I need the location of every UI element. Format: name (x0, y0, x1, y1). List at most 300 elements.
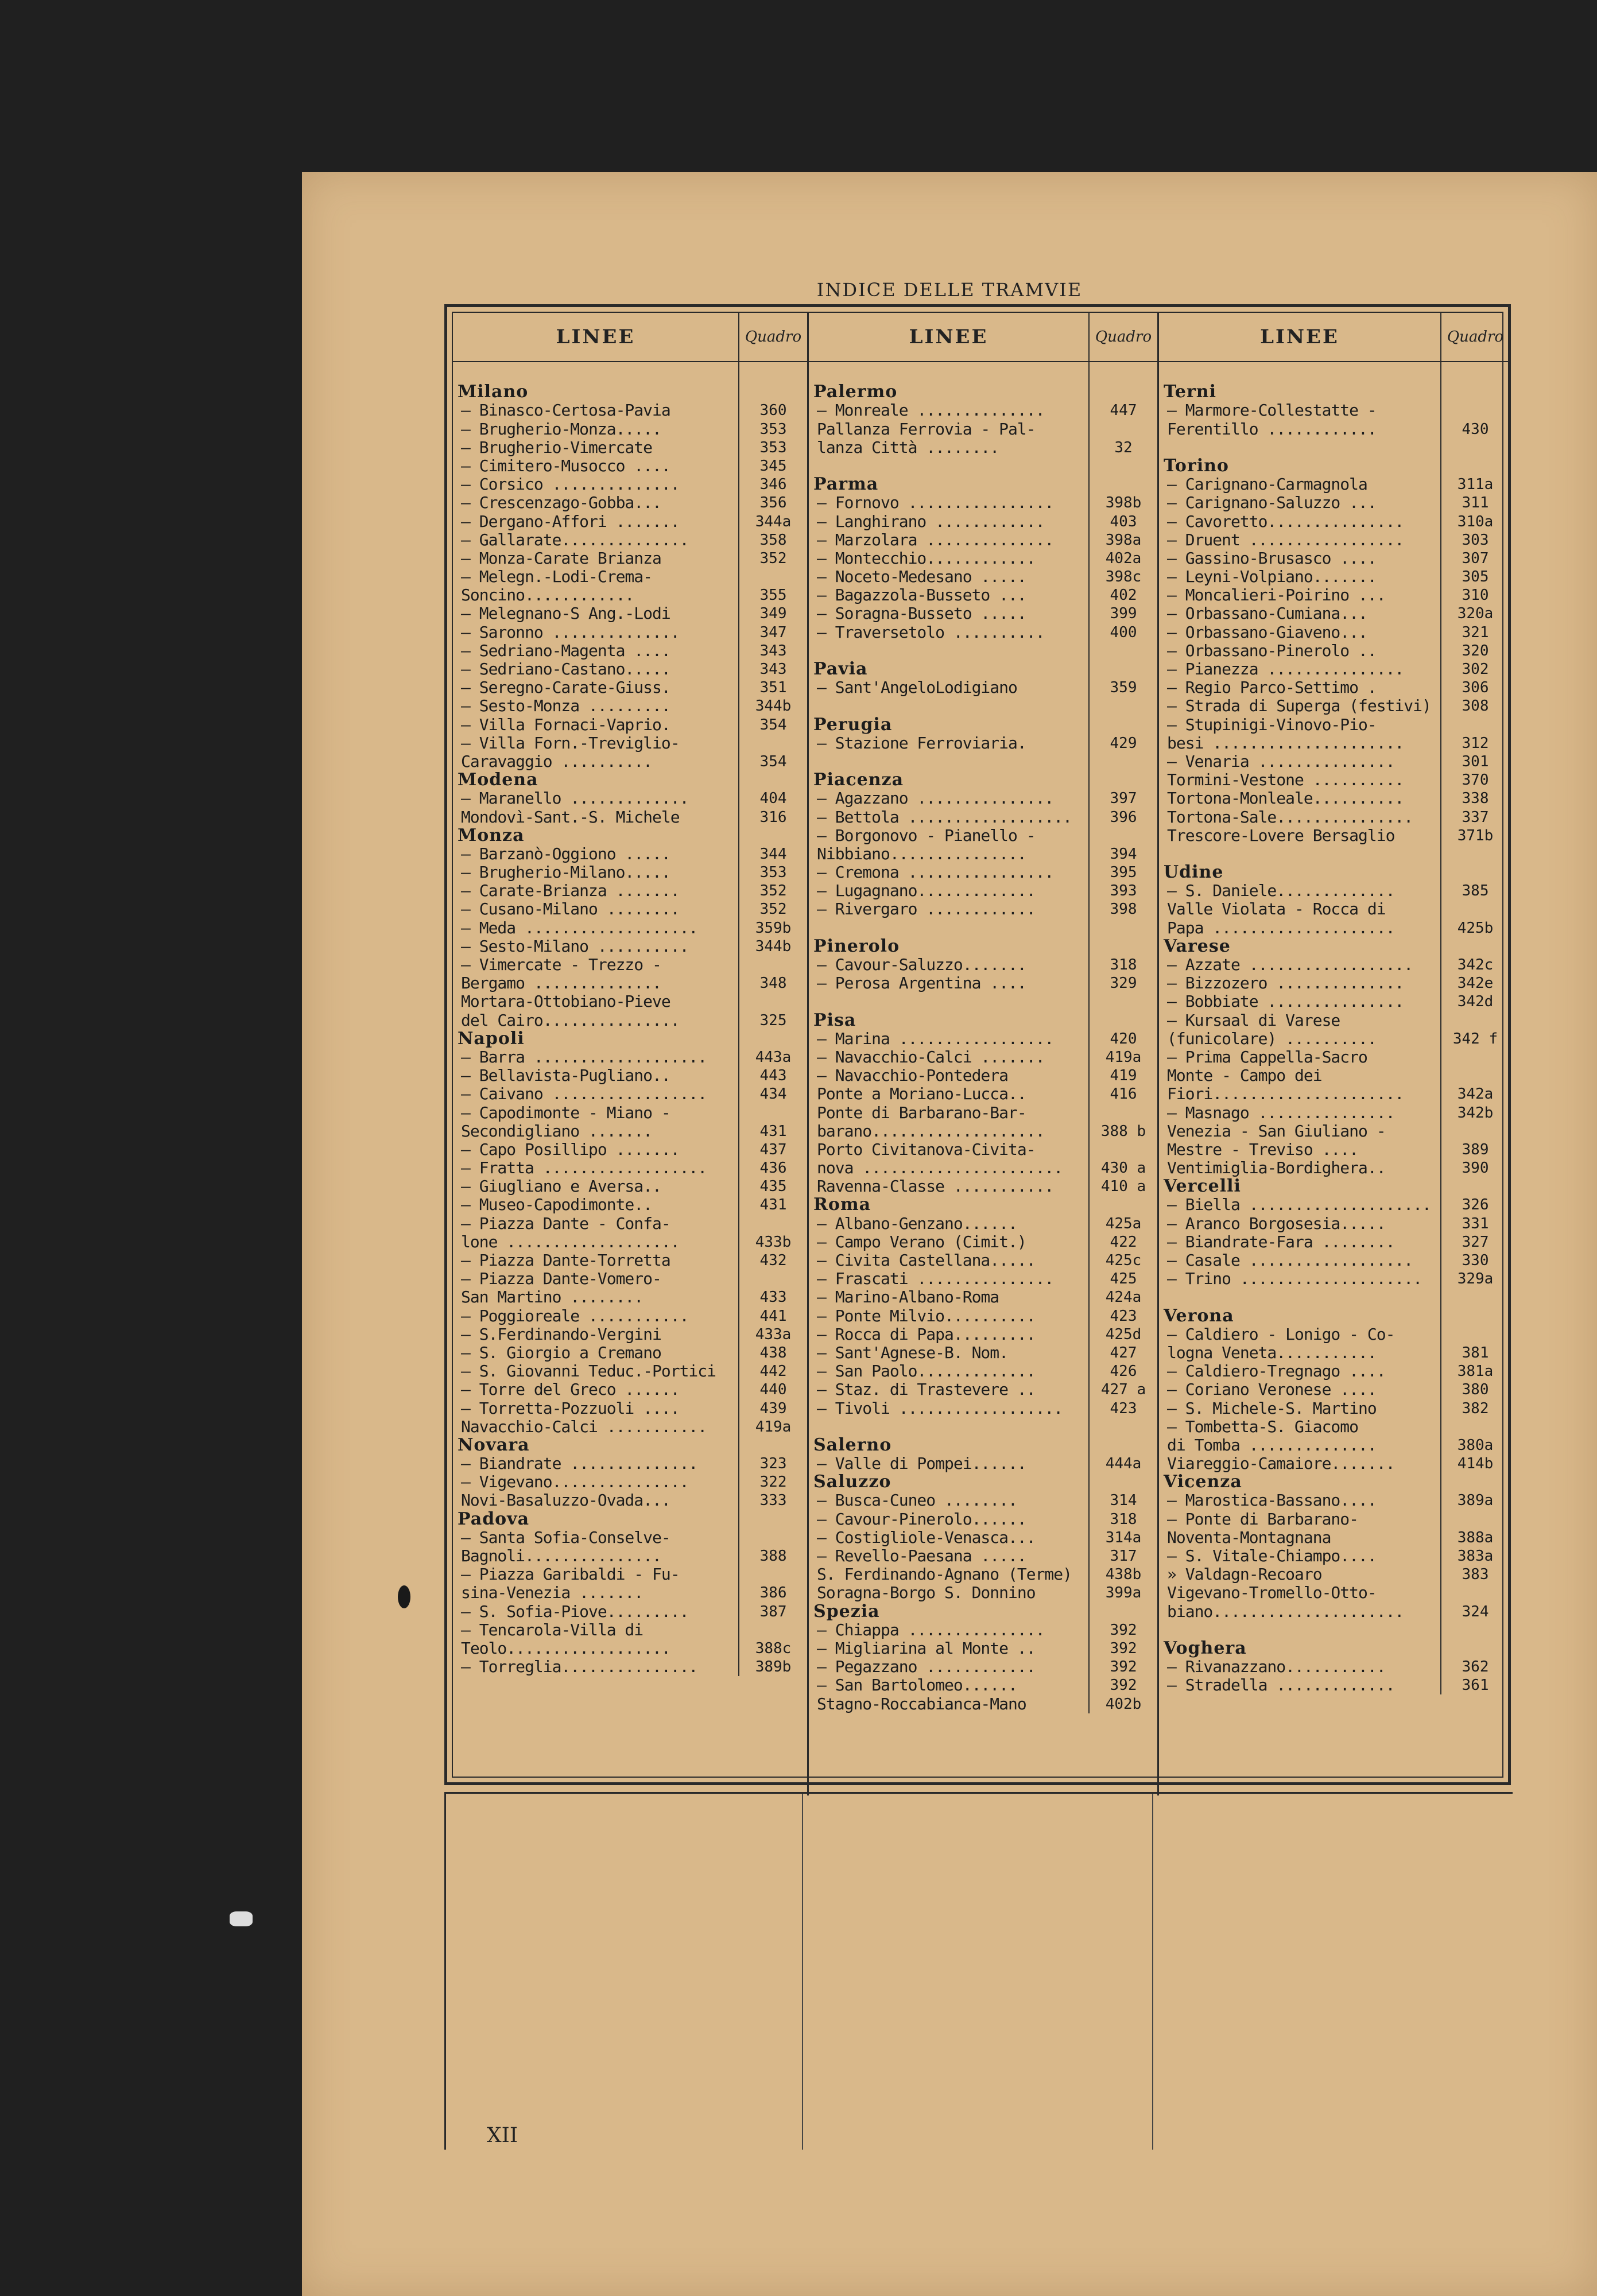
table-row (453, 900, 807, 918)
city-heading-row (809, 771, 1157, 789)
table-row (809, 1529, 1157, 1547)
line-name: — Trino .................... (1167, 1270, 1422, 1289)
line-name: sina-Venezia ....... (461, 1584, 644, 1603)
table-row (453, 1584, 807, 1602)
table-row (809, 1694, 1157, 1713)
quadro-number: 314a (1105, 1529, 1142, 1546)
table-row (453, 1270, 807, 1288)
table-row (453, 1177, 807, 1196)
line-name: » Valdagn-Recoaro (1167, 1565, 1322, 1584)
quadro-number: 312 (1462, 734, 1489, 752)
line-name: San Martino ........ (461, 1288, 644, 1307)
line-name: — Melegn.-Lodi-Crema- (461, 568, 653, 587)
quadro-number: 444a (1105, 1455, 1142, 1473)
line-name: Tortona-Sale............... (1167, 808, 1413, 827)
line-name: — Bobbiate ............... (1167, 992, 1404, 1011)
line-name: — Vigevano............... (461, 1473, 689, 1492)
line-name: — Piazza Dante - Confa- (461, 1214, 670, 1233)
table-row (809, 678, 1157, 697)
quadro-number: 344b (755, 697, 792, 715)
line-name: Tormini-Vestone .......... (1167, 771, 1404, 790)
table-row (453, 604, 807, 623)
table-row (1159, 1565, 1509, 1584)
line-name: Ferentillo ............ (1167, 420, 1377, 439)
line-name: — Tivoli .................. (817, 1399, 1063, 1418)
table-row (809, 900, 1157, 918)
quadro-number: 347 (759, 623, 787, 641)
city-name: Palermo (813, 383, 898, 402)
quadro-number: 390 (1462, 1159, 1489, 1177)
line-name: — S. Daniele............. (1167, 882, 1395, 901)
table-row (453, 678, 807, 697)
city-name: Verona (1164, 1306, 1234, 1325)
line-name: — Bellavista-Pugliano.. (461, 1066, 670, 1085)
quadro-number: 420 (1110, 1030, 1137, 1048)
table-row (1159, 1676, 1509, 1694)
line-name: — S. Giorgio a Cremano (461, 1343, 661, 1362)
quadro-number: 438 (759, 1344, 787, 1362)
city-heading-row (1159, 937, 1509, 956)
quadro-number: 430 a (1100, 1159, 1146, 1177)
table-row (1159, 1325, 1509, 1344)
quadro-number: 392 (1110, 1621, 1137, 1639)
table-row (1159, 882, 1509, 900)
table-row (809, 1584, 1157, 1602)
table-row (453, 660, 807, 678)
table-row (453, 568, 807, 586)
line-name: — Ponte Milvio.......... (817, 1306, 1036, 1325)
table-column-3 (1159, 313, 1509, 1795)
table-row (453, 401, 807, 420)
city-heading-row (453, 827, 807, 845)
line-name: — Pianezza ............... (1167, 660, 1404, 678)
line-name: Nibbiano............... (817, 844, 1026, 863)
table-row (809, 734, 1157, 753)
table-row (809, 568, 1157, 586)
table-row (1159, 1122, 1509, 1141)
table-row (453, 956, 807, 974)
table-row (453, 1196, 807, 1214)
table-row (453, 1473, 807, 1491)
line-name: del Cairo............... (461, 1011, 680, 1030)
table-row (1159, 512, 1509, 530)
quadro-number: 419 (1110, 1067, 1137, 1085)
quadro-number: 385 (1462, 882, 1489, 900)
table-row (453, 642, 807, 660)
quadro-number: 393 (1110, 882, 1137, 900)
blank-lower-grid (444, 1792, 1513, 2150)
quadro-number: 362 (1462, 1658, 1489, 1676)
city-name: Saluzzo (813, 1473, 891, 1492)
header-lines: LINEE (1260, 325, 1339, 348)
header-quadro: Quadro (738, 313, 807, 361)
table-row (453, 1048, 807, 1066)
line-name: — Torre del Greco ...... (461, 1380, 680, 1399)
table-row (1159, 1399, 1509, 1417)
table-row (1159, 1621, 1509, 1639)
quadro-number: 397 (1110, 790, 1137, 808)
line-name: Ponte di Barbarano-Bar- (817, 1103, 1026, 1122)
header-lines: LINEE (556, 325, 635, 348)
city-heading-row (1159, 1177, 1509, 1196)
line-name: Vigevano-Tromello-Otto- (1167, 1584, 1377, 1603)
line-name: — Saronno .............. (461, 623, 680, 642)
quadro-number: 404 (759, 790, 787, 808)
table-row (1159, 439, 1509, 457)
line-name: lone ................... (461, 1232, 680, 1251)
table-row (453, 1306, 807, 1325)
table-row (453, 494, 807, 512)
line-name: — Brugherio-Monza..... (461, 420, 661, 439)
line-name: — Carignano-Carmagnola (1167, 475, 1367, 494)
header-quadro: Quadro (1440, 313, 1509, 361)
quadro-number: 344 (759, 845, 787, 863)
table-row (809, 1510, 1157, 1528)
line-name: — Sant'AngeloLodigiano (817, 678, 1017, 697)
line-name: Navacchio-Calci ........... (461, 1417, 707, 1436)
line-name: (funicolare) .......... (1167, 1029, 1377, 1048)
table-row (809, 1565, 1157, 1584)
table-row (1159, 753, 1509, 771)
table-row (1159, 401, 1509, 420)
line-name: — Chiappa ............... (817, 1620, 1045, 1639)
table-row (1159, 1048, 1509, 1066)
table-row (809, 1344, 1157, 1362)
line-name: Ponte a Moriano-Lucca.. (817, 1085, 1026, 1104)
header-quadro: Quadro (1088, 313, 1157, 361)
column-header (453, 313, 807, 362)
line-name: — Albano-Genzano...... (817, 1214, 1017, 1233)
line-name: — Moncalieri-Poirino ... (1167, 586, 1386, 605)
quadro-number: 330 (1462, 1252, 1489, 1269)
table-row (453, 1547, 807, 1565)
table-column-1 (453, 313, 809, 1795)
table-row (809, 845, 1157, 863)
line-name: — Piazza Dante-Vomero- (461, 1270, 661, 1289)
line-name: — Sesto-Milano .......... (461, 937, 689, 956)
line-name: S. Ferdinando-Agnano (Terme) (817, 1565, 1072, 1584)
quadro-number: 395 (1110, 864, 1137, 882)
line-name: — Binasco-Certosa-Pavia (461, 401, 670, 420)
line-name: — Prima Cappella-Sacro (1167, 1048, 1367, 1066)
table-row (1159, 1362, 1509, 1380)
table-row (453, 1602, 807, 1620)
city-heading-row (809, 1011, 1157, 1029)
line-name: Soragna-Borgo S. Donnino (817, 1584, 1036, 1603)
quadro-number: 324 (1462, 1603, 1489, 1620)
line-name: — Biandrate-Fara ........ (1167, 1232, 1395, 1251)
line-name: — Giugliano e Aversa.. (461, 1177, 661, 1196)
line-name: — Busca-Cuneo ........ (817, 1491, 1017, 1510)
line-name: — Brugherio-Milano..... (461, 863, 670, 882)
line-name: — Monreale .............. (817, 401, 1045, 420)
quadro-number: 344a (755, 513, 792, 530)
quadro-number: 337 (1462, 808, 1489, 826)
city-heading-row (453, 1030, 807, 1048)
line-name: Venezia - San Giuliano - (1167, 1122, 1386, 1141)
table-row (1159, 623, 1509, 641)
table-row (1159, 697, 1509, 715)
quadro-number: 318 (1110, 956, 1137, 974)
quadro-number: 410 a (1100, 1178, 1146, 1196)
line-name: — Noceto-Medesano ..... (817, 568, 1026, 587)
line-name: — Cavoretto............... (1167, 512, 1404, 531)
quadro-number: 353 (759, 420, 787, 438)
line-name: — Capo Posillipo ....... (461, 1140, 680, 1159)
quadro-number: 383 (1462, 1566, 1489, 1584)
quadro-number: 425b (1457, 919, 1494, 937)
quadro-number: 338 (1462, 790, 1489, 808)
city-heading-row (809, 1602, 1157, 1620)
line-name: — Cremona ................ (817, 863, 1054, 882)
line-name: — Caivano ................. (461, 1085, 707, 1104)
line-name: — Pegazzano ............ (817, 1658, 1036, 1677)
line-name: lanza Città ........ (817, 438, 999, 457)
quadro-number: 380a (1457, 1436, 1494, 1454)
table-row (453, 1529, 807, 1547)
quadro-number: 439 (759, 1399, 787, 1417)
quadro-number: 301 (1462, 753, 1489, 770)
line-name: — Carignano-Saluzzo ... (1167, 494, 1377, 513)
quadro-number: 396 (1110, 808, 1137, 826)
line-name: — Navacchio-Calci ....... (817, 1048, 1045, 1066)
quadro-number: 329a (1457, 1270, 1494, 1288)
table-row (453, 1344, 807, 1362)
quadro-number: 419a (1105, 1048, 1142, 1066)
table-row (453, 1658, 807, 1676)
table-row (809, 1177, 1157, 1196)
line-name: — Sedriano-Magenta .... (461, 641, 670, 660)
line-name: — Corsico .............. (461, 475, 680, 494)
column-header (809, 313, 1157, 362)
quadro-number: 342e (1457, 975, 1494, 992)
line-name: — Staz. di Trastevere .. (817, 1380, 1036, 1399)
line-name: — Leyni-Volpiano....... (1167, 568, 1377, 587)
line-name: Ventimiglia-Bordighera.. (1167, 1159, 1386, 1178)
table-row (809, 1639, 1157, 1658)
quadro-number: 389a (1457, 1492, 1494, 1510)
table-row (1159, 789, 1509, 808)
quadro-number: 435 (759, 1178, 787, 1196)
table-row (809, 1491, 1157, 1510)
quadro-number: 423 (1110, 1399, 1137, 1417)
table-row (453, 1233, 807, 1251)
table-row (1159, 1547, 1509, 1565)
table-row (453, 531, 807, 549)
quadro-number: 434 (759, 1085, 787, 1103)
table-row (453, 549, 807, 568)
line-name: — Campo Verano (Cimit.) (817, 1232, 1026, 1251)
table-row (453, 1325, 807, 1344)
table-row (453, 992, 807, 1011)
city-name: Vercelli (1164, 1177, 1241, 1196)
line-name: — S. Sofia-Piove......... (461, 1602, 689, 1621)
table-row (1159, 956, 1509, 974)
quadro-number: 358 (759, 531, 787, 549)
city-name: Udine (1164, 863, 1224, 882)
table-row (809, 494, 1157, 512)
line-name: — Rocca di Papa......... (817, 1325, 1036, 1344)
quadro-number: 432 (759, 1252, 787, 1269)
table-row (809, 439, 1157, 457)
quadro-number: 354 (759, 753, 787, 770)
line-name: — Bagazzola-Busseto ... (817, 586, 1026, 605)
line-name: — Perosa Argentina .... (817, 974, 1026, 993)
table-row (1159, 992, 1509, 1011)
quadro-number: 343 (759, 661, 787, 678)
table-row (1159, 1529, 1509, 1547)
line-name: Fiori..................... (1167, 1085, 1404, 1104)
table-row (453, 863, 807, 882)
line-name: — Orbassano-Cumiana... (1167, 604, 1367, 623)
table-row (1159, 549, 1509, 568)
city-name: Varese (1164, 937, 1231, 956)
line-name: — Capodimonte - Miano - (461, 1103, 670, 1122)
line-name: Porto Civitanova-Civita- (817, 1140, 1036, 1159)
table-row (453, 845, 807, 863)
quadro-number: 303 (1462, 531, 1489, 549)
quadro-number: 349 (759, 605, 787, 623)
table-row (1159, 1380, 1509, 1399)
quadro-number: 342d (1457, 993, 1494, 1011)
quadro-number: 381a (1457, 1363, 1494, 1380)
city-name: Modena (458, 771, 538, 790)
line-name: — Piazza Garibaldi - Fu- (461, 1565, 680, 1584)
quadro-number: 344b (755, 937, 792, 955)
table-row (1159, 1214, 1509, 1232)
quadro-number: 381 (1462, 1344, 1489, 1362)
table-row (809, 827, 1157, 845)
page-title: INDICE DELLE TRAMVIE (816, 279, 1083, 301)
table-row (809, 863, 1157, 882)
table-column-2 (809, 313, 1159, 1795)
city-heading-row (809, 1473, 1157, 1491)
quadro-number: 305 (1462, 568, 1489, 586)
table-row (809, 882, 1157, 900)
quadro-number: 322 (759, 1473, 787, 1491)
quadro-number: 371b (1457, 827, 1494, 844)
quadro-number: 321 (1462, 623, 1489, 641)
table-row (809, 974, 1157, 992)
table-row (809, 808, 1157, 826)
table-row (1159, 642, 1509, 660)
table-row (1159, 1085, 1509, 1103)
line-name: — Migliarina al Monte .. (817, 1639, 1036, 1658)
table-row (809, 1621, 1157, 1639)
table-row (809, 1066, 1157, 1085)
table-row (1159, 1030, 1509, 1048)
table-row (453, 1399, 807, 1417)
table-row (1159, 531, 1509, 549)
line-name: biano..................... (1167, 1602, 1404, 1621)
line-name: di Tomba .............. (1167, 1436, 1377, 1455)
table-row (809, 956, 1157, 974)
quadro-number: 352 (759, 882, 787, 900)
quadro-number: 425d (1105, 1325, 1142, 1343)
line-name: — Carate-Brianza ....... (461, 882, 680, 901)
quadro-number: 325 (759, 1011, 787, 1029)
line-name: — Villa Fornaci-Vaprio. (461, 715, 670, 734)
table-row (1159, 568, 1509, 586)
table-row (809, 401, 1157, 420)
table-row (1159, 1159, 1509, 1177)
line-name: — Orbassano-Pinerolo .. (1167, 641, 1377, 660)
table-row (809, 753, 1157, 771)
line-name: — Stazione Ferroviaria. (817, 734, 1026, 753)
line-name: — Museo-Capodimonte.. (461, 1196, 653, 1215)
quadro-number: 387 (759, 1603, 787, 1620)
table-row (1159, 808, 1509, 826)
table-row (1159, 1658, 1509, 1676)
quadro-number: 399a (1105, 1584, 1142, 1602)
city-heading-row (1159, 863, 1509, 882)
table-row (1159, 1288, 1509, 1306)
table-row (453, 1639, 807, 1658)
quadro-number: 318 (1110, 1510, 1137, 1528)
table-row (453, 1380, 807, 1399)
line-name: — Azzate .................. (1167, 956, 1413, 974)
quadro-number: 307 (1462, 549, 1489, 567)
line-name: — Revello-Paesana ..... (817, 1547, 1026, 1565)
table-row (809, 604, 1157, 623)
line-name: Valle Violata - Rocca di (1167, 900, 1386, 919)
line-name: — Civita Castellana..... (817, 1251, 1036, 1270)
line-name: — Vimercate - Trezzo - (461, 956, 661, 974)
table-row (809, 1159, 1157, 1177)
quadro-number: 310a (1457, 513, 1494, 530)
line-name: — Torretta-Pozzuoli .... (461, 1399, 680, 1418)
line-name: — Gassino-Brusasco .... (1167, 549, 1377, 568)
quadro-number: 359 (1110, 679, 1137, 697)
line-name: — Bettola .................. (817, 808, 1072, 827)
line-name: Teolo.................. (461, 1639, 670, 1658)
column-header (1159, 313, 1509, 362)
line-name: Bagnoli............... (461, 1547, 661, 1565)
line-name: — Marzolara .............. (817, 530, 1054, 549)
table-row (809, 1455, 1157, 1473)
line-name: — S. Vitale-Chiampo.... (1167, 1547, 1377, 1565)
quadro-number: 440 (759, 1381, 787, 1399)
quadro-number: 388 (759, 1548, 787, 1565)
table-row (809, 1676, 1157, 1694)
line-name: Soncino............ (461, 586, 634, 605)
line-name: — Sedriano-Castano..... (461, 660, 670, 678)
line-name: — Piazza Dante-Torretta (461, 1251, 670, 1270)
blank-column (802, 1794, 1153, 2150)
quadro-number: 402 (1110, 587, 1137, 604)
line-name: Ravenna-Classe ........... (817, 1177, 1054, 1196)
column-body (453, 362, 807, 1676)
line-name: Mestre - Treviso .... (1167, 1140, 1359, 1159)
quadro-number: 392 (1110, 1639, 1137, 1657)
quadro-number: 354 (759, 716, 787, 734)
table-row (1159, 586, 1509, 604)
city-name: Pisa (813, 1011, 856, 1030)
quadro-number: 433b (755, 1233, 792, 1251)
quadro-number: 311 (1462, 494, 1489, 512)
line-name: — Kursaal di Varese (1167, 1011, 1340, 1030)
table-row (1159, 734, 1509, 753)
city-name: Piacenza (813, 771, 904, 790)
quadro-number: 438b (1105, 1566, 1142, 1584)
table-row (1159, 604, 1509, 623)
quadro-number: 320 (1462, 642, 1489, 660)
index-table-inner (452, 312, 1503, 1778)
table-row (1159, 1141, 1509, 1159)
quadro-number: 427 (1110, 1344, 1137, 1362)
line-name: Monte - Campo dei (1167, 1066, 1322, 1085)
city-name: Torino (1164, 456, 1229, 475)
